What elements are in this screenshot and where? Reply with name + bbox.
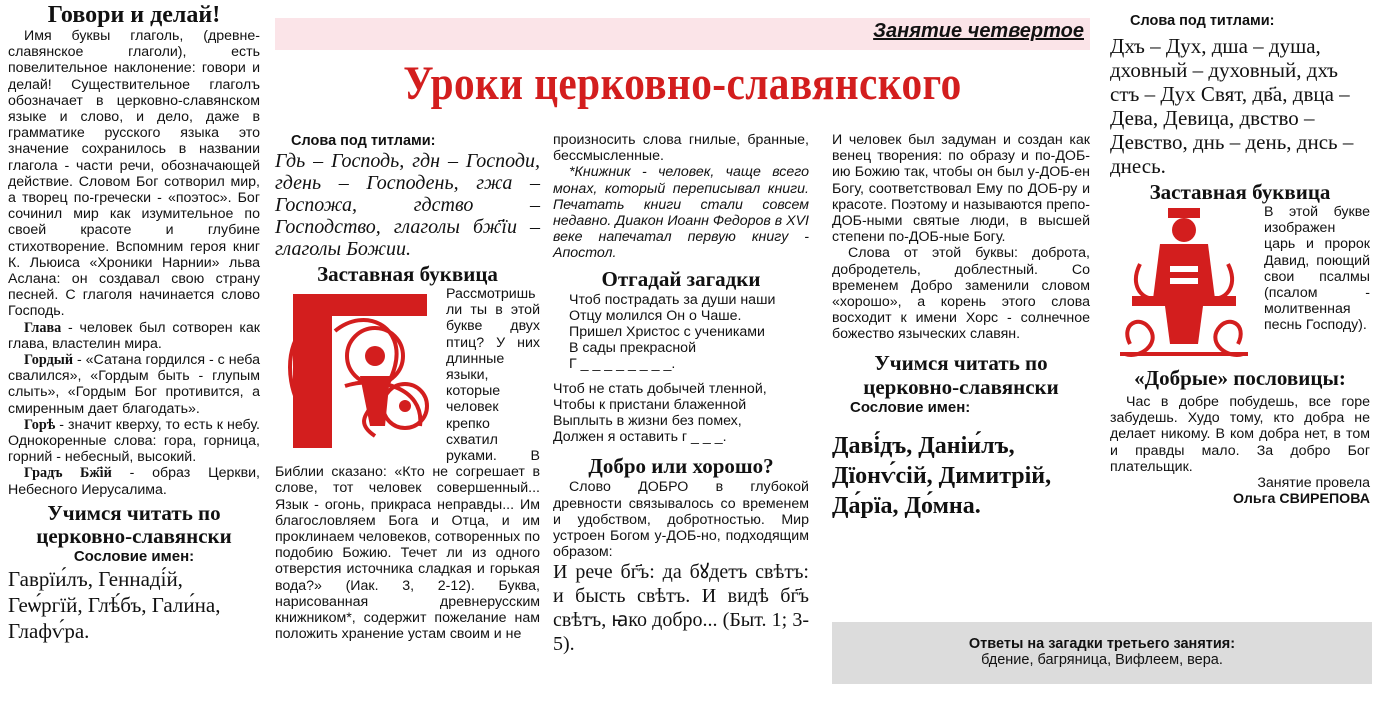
text-continued: произносить слова гнилые, бранные, бессмысленные. [553, 132, 809, 165]
names-label-2: Сословие имен: [850, 398, 971, 416]
riddle-1: Чтоб пострадать за души наши Отцу молился Он о Чаше. Пришел Христос с учениками В сады прекрасной Г _ _ _ _ _ _ _ _. [569, 291, 776, 373]
dropcap-david-icon [1110, 204, 1258, 364]
titla-words-1: Гдь – Господь, гдн – Господи, гдень – Господень, гжа – Госпожа, гдство – Господство, глаголы бж҃їи – глаголы Божии. [275, 150, 540, 260]
footnote-knizhnik: *Книжник - человек, чаще всего монах, который переписывал книги. Печатать книги стали совсем недавно. Диакон Иоанн Федоров в XVI веке напечатал первую книгу - Апостол. [553, 164, 809, 262]
word-glava: Глава [24, 319, 62, 336]
text-grad-def: - образ Церкви, Небесного Иерусалима. [8, 465, 260, 498]
heading-zastavnaya-2: Заставная буквица [1149, 180, 1331, 204]
column-2 [275, 132, 540, 642]
names-list-2: Даві́дъ, Даніи́лъ, Дїонѵ́сій, Димитрій, Да́рїа, До́мна. [832, 432, 1052, 519]
text-chelovek: И человек был задуман и создан как венец творения: по образу и по-ДОБ-ию Божию так, чтобы он был у-ДОБ-ен Богу, соответствовал Ему по ДОБ-ру и красоте. Поэтому и называются препо-ДОБ-ными святые люди, в высшей степени по-ДОБ-ные Богу. [832, 132, 1090, 246]
text-dobro: Слово ДОБРО в глубокой древности связывалось со временем и удобством, добротностью. Мир устроен Богом у-ДОБ-но, подходящим образом: [553, 479, 809, 561]
titla-heading-1: Слова под титлами: [291, 133, 436, 149]
quote-genesis [553, 560, 809, 656]
text-gore [8, 417, 260, 466]
heading-dobro: Добро или хорошо? [588, 454, 774, 479]
titla-words-2: Дхъ – Дух, дша – душа, дховный – духовный, дхъ стъ – Дух Свят, дв҃а, двца – Дева, Девица, двство – Девство, днь – день, днсь – днесь. [1110, 34, 1354, 178]
lesson-band [275, 18, 1090, 50]
credit-label: Занятие провела [1257, 475, 1370, 492]
heading-uchimsya-2: Учимся читать по церковно-славянски [863, 350, 1059, 399]
answers-box [832, 622, 1372, 684]
word-grad: Градъ Бж҃ій [24, 465, 112, 482]
column-5 [1110, 12, 1370, 507]
word-gordy: Гордый [24, 352, 74, 369]
text-gore-def: - значит кверху, то есть к небу. Однокоренные слова: гора, горница, горний - небесный, высокий. [8, 416, 260, 466]
column-3 [553, 132, 809, 656]
titla-heading-2: Слова под титлами: [1130, 13, 1275, 29]
column-1 [8, 0, 260, 644]
names-list-1: Гаврїи́лъ, Геннаді́й, Геѡ́ргїй, Глѣ́бъ, Гали́на, Глафѵ́ра. [8, 566, 221, 643]
text-slova-dobro: Слова от этой буквы: доброта, добродетель, доблестный. Со временем Добро заменили словом «хорошо», а корень этого слова восходит к имени Хорс - солнечное божество языческих славян. [832, 245, 1090, 343]
heading-govori: Говори и делай! [47, 2, 221, 28]
heading-zastavnaya-1: Заставная буквица [317, 262, 498, 286]
text-glava-def: - человек был сотворен как глава, властелин мира. [8, 319, 260, 352]
text-gordy-def: - «Сатана гордился - с неба свалился», «Гордым быть - глупым слыть», «Гордым Бог противится, а смиренным дает благодать». [8, 352, 260, 417]
text-glava [8, 320, 260, 352]
dropcap-glagol-icon [275, 286, 440, 456]
text-proverbs: Час в добре побудешь, все горе забудешь. Худо тому, кто добра не делает никому. В ком добра нет, в том и правды мало. За добро Бог плательщик. [1110, 394, 1370, 475]
heading-uchimsya-1: Учимся читать по церковно-славянски [36, 500, 232, 548]
column-4 [832, 132, 1090, 521]
heading-riddles: Отгадай загадки [601, 266, 761, 291]
lesson-label: Занятие четвертое [873, 20, 1084, 42]
credit-name: Ольга СВИРЕПОВА [1233, 491, 1370, 508]
text-dropcap-david: В этой букве изображен царь и пророк Давид, поющий свои псалмы (псалом - молитвенная песнь Господу). [1264, 204, 1370, 334]
quote-genesis-ref: (Быт. 1; 3-5). [553, 609, 809, 656]
answers-text: бдение, багряница, Вифлеем, вера. [981, 652, 1223, 668]
text-grad [8, 465, 260, 497]
text-glagol: Имя буквы глаголь, (древне-славянское глаголи), есть повелительное наклонение: говори и делай! Существительное глаголъ обозначает в церковно-славянском языке и слово, и дело, даже в грамматике русского языка это значение сохранилось в названии глагола - части речи, обозначающей действие. Словом Бог сотворил мир, а творец по-гречески - «поэтос». Бог сочинил мир как изумительное по своей красоте и глубине стихотворение. Вспомним героя книг К. Льюиса «Хроники Нарнии» льва Аслана: он создавал свою страну песней. С глаголя начинается слово Господь. [8, 28, 260, 320]
page-title: Уроки церковно-славянского [403, 57, 962, 110]
answers-title: Ответы на загадки третьего занятия: [968, 636, 1236, 652]
riddle-2: Чтоб не стать добычей тленной, Чтобы к пристани блаженной Выплыть в жизни без помех, Должен я оставить г _ _ _. [553, 380, 767, 446]
word-gore: Горѣ [24, 416, 56, 433]
text-gordy [8, 352, 260, 417]
quote-genesis-text: И рече бг҃ъ: да бꙋдетъ свѣтъ: и бысть свѣтъ. И видѣ бг҃ъ свѣтъ, ꙗко добро... [553, 561, 809, 632]
heading-proverbs: «Добрые» пословицы: [1134, 366, 1346, 390]
names-label-1: Сословие имен: [73, 547, 195, 565]
text-dropcap-glagol: Рассмотришь ли ты в этой букве двух птиц? У них длинные языки, которые человек крепко схватил руками. В Библии сказано: «Кто не согрешает в слове, тот человек совершенный... Язык - огонь, прикраса неправды... Им благословляем Бога и Отца, и им проклинаем человеков, сотворенных по подобию Божию. Течет ли из одного отверстия источника сладкая и горькая вода?» (Иак. 3, 2-12). Буква, нарисованная древнерусским книжником*, содержит пожелание нам положить хранение устам своим и не [275, 286, 540, 643]
